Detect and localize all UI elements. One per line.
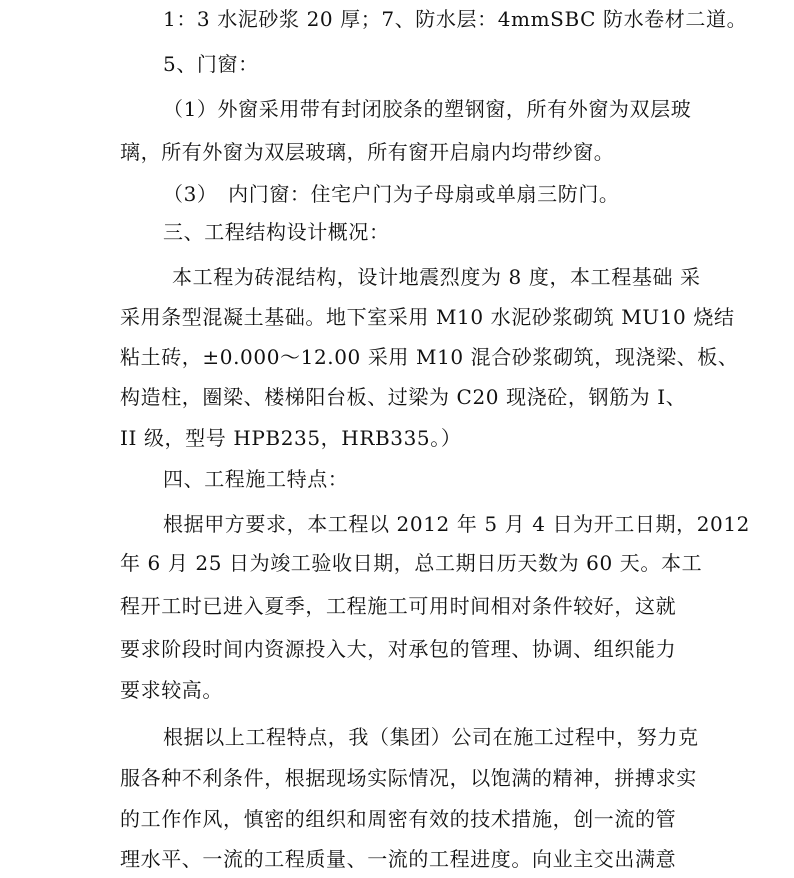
text-line: 四、工程施工特点：: [163, 467, 349, 491]
text-line: 年 6 月 25 日为竣工验收日期，总工期日历天数为 60 天。本工: [120, 551, 703, 575]
text-line: II 级，型号 HPB235，HRB335。）: [120, 426, 462, 450]
text-line: 本工程为砖混结构，设计地震烈度为 8 度，本工程基础 采: [172, 265, 701, 289]
text-line: 理水平、一流的工程质量、一流的工程进度。向业主交出满意: [120, 847, 677, 871]
text-line: 服各种不利条件，根据现场实际情况，以饱满的精神，拼搏求实: [120, 766, 697, 790]
text-line: 要求阶段时间内资源投入大，对承包的管理、协调、组织能力: [120, 637, 677, 661]
text-line: 三、工程结构设计概况：: [163, 220, 390, 244]
text-line: 1：3 水泥砂浆 20 厚；7、防水层：4mmSBC 防水卷材二道。: [163, 7, 748, 31]
text-line: 粘土砖，±0.000～12.00 采用 M10 混合砂浆砌筑，现浇梁、板、: [120, 345, 739, 369]
text-line: （3） 内门窗：住宅户门为子母扇或单扇三防门。: [163, 182, 620, 206]
text-line: 构造柱，圈梁、楼梯阳台板、过梁为 C20 现浇砼，钢筋为 I、: [120, 385, 687, 409]
text-line: 根据以上工程特点，我（集团）公司在施工过程中，努力克: [163, 725, 699, 749]
text-line: 程开工时已进入夏季，工程施工可用时间相对条件较好，这就: [120, 594, 677, 618]
text-line: 采用条型混凝土基础。地下室采用 M10 水泥砂浆砌筑 MU10 烧结: [120, 305, 735, 329]
text-line: （1）外窗采用带有封闭胶条的塑钢窗，所有外窗为双层玻: [163, 97, 692, 121]
text-line: 的工作作风，慎密的组织和周密有效的技术措施，创一流的管: [120, 807, 677, 831]
text-line: 要求较高。: [120, 678, 223, 702]
text-line: 璃，所有外窗为双层玻璃，所有窗开启扇内均带纱窗。: [120, 140, 615, 164]
text-line: 5、门窗：: [163, 52, 259, 76]
text-line: 根据甲方要求，本工程以 2012 年 5 月 4 日为开工日期，2012: [163, 512, 750, 536]
